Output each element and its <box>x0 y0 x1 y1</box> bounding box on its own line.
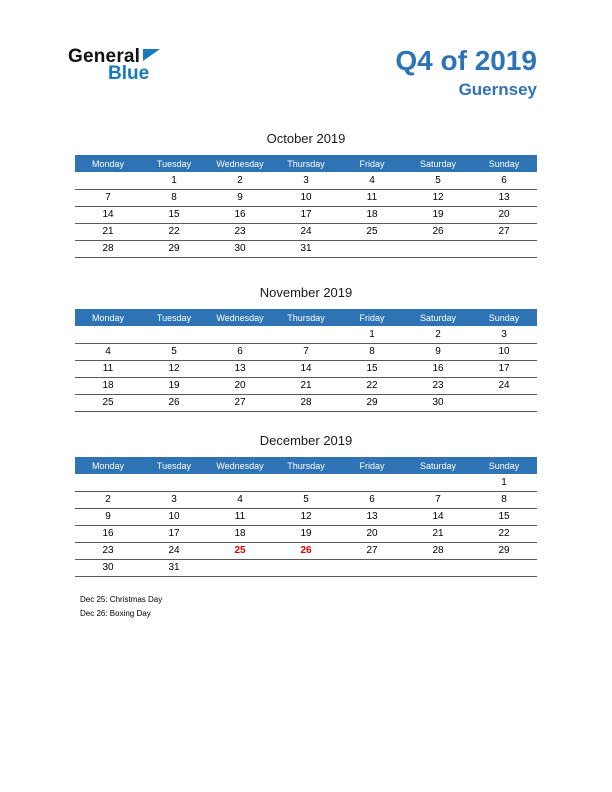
calendar-day: 21 <box>75 223 141 240</box>
calendar-day-empty <box>471 240 537 257</box>
weekday-header-friday: Friday <box>339 155 405 172</box>
calendar-day: 4 <box>339 172 405 189</box>
calendar-day: 3 <box>273 172 339 189</box>
calendar-day: 20 <box>207 377 273 394</box>
month-calendar-october <box>75 131 537 258</box>
calendar-day: 11 <box>339 189 405 206</box>
calendar-day: 27 <box>207 394 273 411</box>
calendar-week-row <box>75 326 537 343</box>
calendar-day: 22 <box>141 223 207 240</box>
general-blue-logo <box>68 46 160 85</box>
calendar-day: 20 <box>471 206 537 223</box>
calendar-day: 14 <box>405 508 471 525</box>
calendar-day-empty <box>141 326 207 343</box>
calendar-day: 7 <box>75 189 141 206</box>
calendar-day: 30 <box>405 394 471 411</box>
calendar-day: 5 <box>405 172 471 189</box>
calendar-day-empty <box>273 326 339 343</box>
calendar-day: 15 <box>339 360 405 377</box>
calendar-day-empty <box>405 474 471 491</box>
calendar-day: 31 <box>141 559 207 576</box>
weekday-header-sunday: Sunday <box>471 309 537 326</box>
calendar-week-row <box>75 360 537 377</box>
calendar-day: 8 <box>141 189 207 206</box>
weekday-header-sunday: Sunday <box>471 155 537 172</box>
calendar-day: 13 <box>207 360 273 377</box>
calendar-day: 2 <box>405 326 471 343</box>
calendar-day: 18 <box>339 206 405 223</box>
calendar-day: 16 <box>405 360 471 377</box>
calendar-day: 5 <box>141 343 207 360</box>
calendar-day: 23 <box>75 542 141 559</box>
weekday-header-wednesday: Wednesday <box>207 309 273 326</box>
calendar-day: 26 <box>405 223 471 240</box>
calendar-day-empty <box>207 474 273 491</box>
calendar-day: 11 <box>75 360 141 377</box>
calendar-day: 1 <box>339 326 405 343</box>
calendar-day: 24 <box>273 223 339 240</box>
calendar-day-empty <box>273 474 339 491</box>
weekday-header-row <box>75 155 537 172</box>
calendar-day: 27 <box>339 542 405 559</box>
calendar-week-row <box>75 508 537 525</box>
logo-flag-icon <box>143 49 160 61</box>
calendar-day: 5 <box>273 491 339 508</box>
calendar-day: 28 <box>405 542 471 559</box>
calendar-day: 6 <box>207 343 273 360</box>
calendar-day: 7 <box>405 491 471 508</box>
weekday-header-row <box>75 457 537 474</box>
calendar-day: 1 <box>471 474 537 491</box>
calendar-day: 9 <box>405 343 471 360</box>
calendar-day: 9 <box>207 189 273 206</box>
weekday-header-saturday: Saturday <box>405 155 471 172</box>
calendar-day: 24 <box>471 377 537 394</box>
calendar-week-row <box>75 394 537 411</box>
calendar-day: 9 <box>75 508 141 525</box>
calendar-day: 29 <box>141 240 207 257</box>
calendar-day: 31 <box>273 240 339 257</box>
calendar-day-empty <box>471 559 537 576</box>
calendar-day: 27 <box>471 223 537 240</box>
calendar-day: 12 <box>141 360 207 377</box>
weekday-header-monday: Monday <box>75 309 141 326</box>
calendar-day: 18 <box>207 525 273 542</box>
quarter-title: Q4 of 2019 <box>395 45 537 76</box>
calendar-week-row <box>75 542 537 559</box>
calendar-day: 19 <box>405 206 471 223</box>
calendar-week-row <box>75 343 537 360</box>
calendar-day: 2 <box>207 172 273 189</box>
weekday-header-sunday: Sunday <box>471 457 537 474</box>
calendar-day: 30 <box>207 240 273 257</box>
calendar-day: 12 <box>405 189 471 206</box>
calendar-day-empty <box>75 474 141 491</box>
calendar-day: 13 <box>471 189 537 206</box>
calendar-day: 19 <box>141 377 207 394</box>
calendar-day: 18 <box>75 377 141 394</box>
calendar-day: 28 <box>273 394 339 411</box>
calendar-week-row <box>75 240 537 257</box>
calendar-day-empty <box>273 559 339 576</box>
weekday-header-thursday: Thursday <box>273 309 339 326</box>
weekday-header-wednesday: Wednesday <box>207 457 273 474</box>
calendar-day: 29 <box>339 394 405 411</box>
calendar-day: 10 <box>273 189 339 206</box>
calendar-week-row <box>75 491 537 508</box>
calendar-day-empty <box>339 474 405 491</box>
weekday-header-monday: Monday <box>75 457 141 474</box>
calendar-day-empty <box>471 394 537 411</box>
calendar-day: 4 <box>75 343 141 360</box>
calendar-day: 23 <box>207 223 273 240</box>
calendar-day: 24 <box>141 542 207 559</box>
month-title: October 2019 <box>266 131 346 146</box>
calendar-day: 26 <box>141 394 207 411</box>
calendar-week-row <box>75 474 537 491</box>
calendar-day-empty <box>339 559 405 576</box>
month-title: December 2019 <box>259 433 353 448</box>
month-title: November 2019 <box>259 285 353 300</box>
calendar-day-empty <box>75 326 141 343</box>
calendar-day: 14 <box>273 360 339 377</box>
calendar-day: 17 <box>141 525 207 542</box>
calendar-day: 23 <box>405 377 471 394</box>
calendar-day: 8 <box>339 343 405 360</box>
calendar-week-row <box>75 377 537 394</box>
calendar-week-row <box>75 172 537 189</box>
holiday-note: Dec 26: Boxing Day <box>80 609 151 618</box>
weekday-header-saturday: Saturday <box>405 309 471 326</box>
calendar-table <box>75 457 537 577</box>
calendar-day: 10 <box>141 508 207 525</box>
calendar-day: 28 <box>75 240 141 257</box>
holiday-note: Dec 25: Christmas Day <box>80 595 163 604</box>
calendar-day: 4 <box>207 491 273 508</box>
calendar-day-empty <box>339 240 405 257</box>
calendar-day: 3 <box>141 491 207 508</box>
calendar-day: 21 <box>405 525 471 542</box>
holiday-notes <box>80 593 162 621</box>
weekday-header-friday: Friday <box>339 309 405 326</box>
calendar-week-row <box>75 525 537 542</box>
calendar-day: 2 <box>75 491 141 508</box>
calendar-day-empty <box>207 559 273 576</box>
weekday-header-monday: Monday <box>75 155 141 172</box>
calendar-day: 19 <box>273 525 339 542</box>
calendar-day: 8 <box>471 491 537 508</box>
calendar-day: 22 <box>471 525 537 542</box>
region-subtitle: Guernsey <box>458 79 537 99</box>
calendar-day-empty <box>141 474 207 491</box>
calendar-day: 16 <box>207 206 273 223</box>
month-calendar-november <box>75 285 537 412</box>
calendar-day-empty <box>405 559 471 576</box>
calendar-table <box>75 309 537 412</box>
calendar-week-row <box>75 223 537 240</box>
logo-text-general: General <box>68 46 141 67</box>
calendar-day: 17 <box>273 206 339 223</box>
calendar-day-empty <box>75 172 141 189</box>
calendar-day: 22 <box>339 377 405 394</box>
calendar-day: 21 <box>273 377 339 394</box>
calendar-day: 25 <box>339 223 405 240</box>
calendar-day: 26 <box>273 542 339 559</box>
weekday-header-row <box>75 309 537 326</box>
calendar-day: 14 <box>75 206 141 223</box>
calendar-week-row <box>75 189 537 206</box>
calendar-day: 29 <box>471 542 537 559</box>
calendar-day: 3 <box>471 326 537 343</box>
calendar-day: 25 <box>75 394 141 411</box>
weekday-header-thursday: Thursday <box>273 457 339 474</box>
weekday-header-thursday: Thursday <box>273 155 339 172</box>
calendar-day: 16 <box>75 525 141 542</box>
calendar-week-row <box>75 206 537 223</box>
calendar-day-empty <box>405 240 471 257</box>
calendar-day: 20 <box>339 525 405 542</box>
calendar-day: 7 <box>273 343 339 360</box>
weekday-header-tuesday: Tuesday <box>141 309 207 326</box>
calendar-day: 11 <box>207 508 273 525</box>
calendar-day: 6 <box>471 172 537 189</box>
page-header <box>395 46 537 100</box>
calendar-day: 15 <box>141 206 207 223</box>
calendar-table <box>75 155 537 258</box>
calendar-week-row <box>75 559 537 576</box>
calendar-day: 30 <box>75 559 141 576</box>
calendar-day: 6 <box>339 491 405 508</box>
calendar-day: 10 <box>471 343 537 360</box>
weekday-header-wednesday: Wednesday <box>207 155 273 172</box>
weekday-header-friday: Friday <box>339 457 405 474</box>
logo-text-blue: Blue <box>108 63 150 84</box>
calendar-day: 1 <box>141 172 207 189</box>
calendar-day: 25 <box>207 542 273 559</box>
calendar-day: 15 <box>471 508 537 525</box>
month-calendar-december <box>75 433 537 577</box>
weekday-header-tuesday: Tuesday <box>141 155 207 172</box>
weekday-header-saturday: Saturday <box>405 457 471 474</box>
calendar-day: 13 <box>339 508 405 525</box>
calendar-day: 12 <box>273 508 339 525</box>
calendar-day: 17 <box>471 360 537 377</box>
weekday-header-tuesday: Tuesday <box>141 457 207 474</box>
calendar-day-empty <box>207 326 273 343</box>
